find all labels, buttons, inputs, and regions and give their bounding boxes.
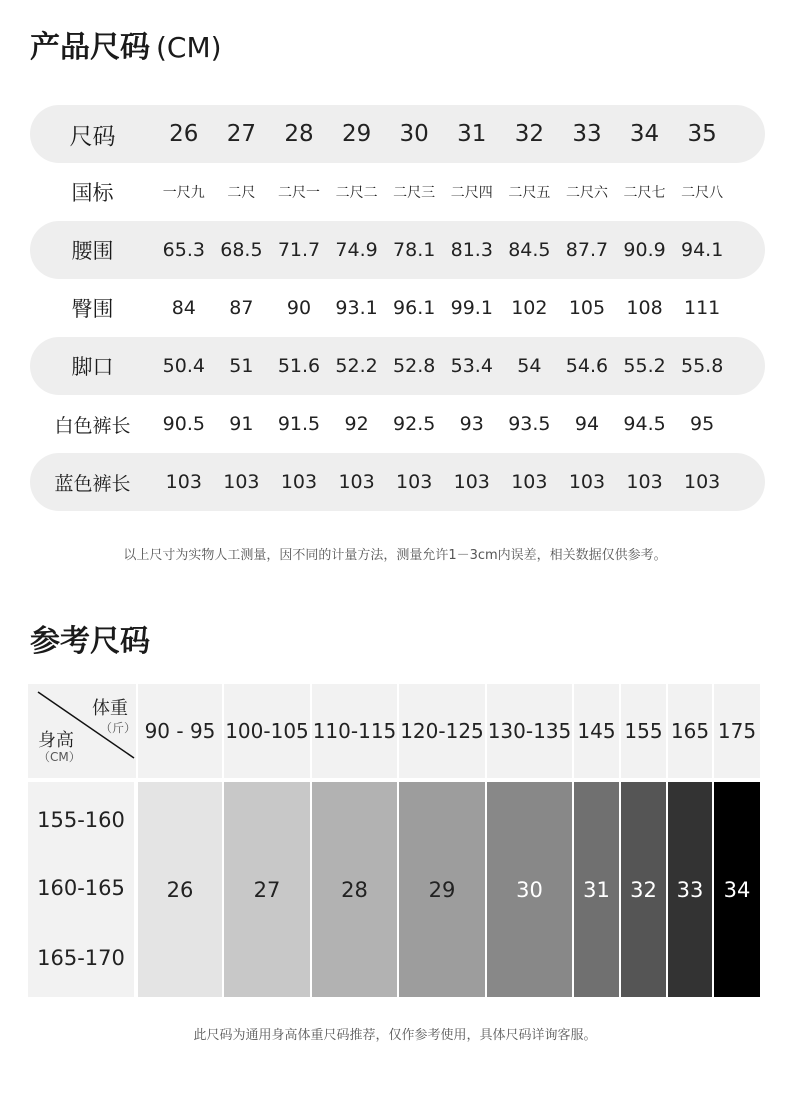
size-cell: 26 bbox=[169, 121, 199, 147]
size-cell: 93.1 bbox=[335, 297, 378, 319]
size-cell: 二尺三 bbox=[393, 185, 436, 201]
size-table-note: 以上尺寸为实物人工测量，因不同的计量方法，测量允许1－3cm内误差，相关数据仅供参考。 bbox=[123, 548, 667, 563]
size-cell: 二尺五 bbox=[508, 185, 551, 201]
size-cell: 84.5 bbox=[508, 239, 551, 261]
height-unit-label: （CM） bbox=[38, 750, 81, 764]
row-label: 臀围 bbox=[71, 297, 114, 321]
height-range-label: 155-160 bbox=[37, 808, 125, 832]
row-label: 尺码 bbox=[69, 123, 116, 150]
size-cell: 71.7 bbox=[277, 239, 321, 261]
size-cell: 二尺四 bbox=[450, 185, 493, 201]
recommended-size-cell: 27 bbox=[224, 782, 310, 997]
row-label: 白色裤长 bbox=[54, 414, 131, 437]
size-cell: 二尺六 bbox=[565, 185, 608, 201]
row-label: 腰围 bbox=[71, 239, 114, 263]
size-cell: 94 bbox=[574, 413, 600, 435]
height-range-label: 160-165 bbox=[37, 876, 125, 900]
size-cell: 二尺一 bbox=[277, 185, 320, 201]
size-cell: 68.5 bbox=[220, 239, 263, 261]
weight-range-header: 145 bbox=[574, 684, 619, 778]
weight-range-header: 100-105 bbox=[224, 684, 310, 778]
size-cell: 52.2 bbox=[335, 355, 378, 377]
row-label: 脚口 bbox=[71, 355, 114, 379]
size-cell: 103 bbox=[338, 471, 375, 493]
size-cell: 103 bbox=[453, 471, 490, 493]
size-cell: 30 bbox=[399, 121, 429, 147]
height-axis-label: 身高 bbox=[38, 730, 74, 751]
size-cell: 92 bbox=[344, 413, 369, 435]
size-cell: 55.8 bbox=[680, 355, 724, 377]
recommended-size-cell: 29 bbox=[399, 782, 485, 997]
size-row bbox=[30, 337, 765, 395]
size-cell: 96.1 bbox=[393, 297, 436, 319]
weight-unit-label: （斤） bbox=[100, 721, 137, 735]
size-cell: 二尺二 bbox=[335, 185, 378, 201]
size-cell: 28 bbox=[284, 121, 314, 147]
size-cell: 54 bbox=[517, 355, 542, 377]
size-cell: 103 bbox=[165, 471, 202, 493]
size-cell: 111 bbox=[684, 297, 721, 319]
size-cell: 105 bbox=[568, 297, 606, 319]
size-row bbox=[30, 395, 765, 453]
reference-note: 此尺码为通用身高体重尺码推荐，仅作参考使用，具体尺码详询客服。 bbox=[193, 1028, 597, 1043]
size-cell: 103 bbox=[568, 471, 606, 493]
size-cell: 94.1 bbox=[680, 239, 724, 261]
size-cell: 93.5 bbox=[508, 413, 551, 435]
grid-corner-header bbox=[28, 684, 136, 778]
size-cell: 93 bbox=[459, 413, 484, 435]
size-row bbox=[30, 221, 765, 279]
size-cell: 55.2 bbox=[623, 355, 666, 377]
weight-range-header: 175 bbox=[714, 684, 760, 778]
size-cell: 84 bbox=[171, 297, 196, 319]
size-cell: 99.1 bbox=[450, 297, 493, 319]
weight-range-header: 90 - 95 bbox=[138, 684, 222, 778]
size-cell: 35 bbox=[687, 121, 717, 147]
size-row bbox=[30, 163, 765, 221]
recommended-size-cell: 30 bbox=[487, 782, 572, 997]
recommended-size-cell: 32 bbox=[621, 782, 666, 997]
size-cell: 74.9 bbox=[335, 239, 378, 261]
row-label: 国标 bbox=[71, 181, 114, 205]
size-cell: 65.3 bbox=[162, 239, 205, 261]
size-cell: 87.7 bbox=[565, 239, 609, 261]
size-cell: 50.4 bbox=[162, 355, 205, 377]
size-row bbox=[30, 453, 765, 511]
weight-range-header: 130-135 bbox=[487, 684, 572, 778]
size-cell: 94.5 bbox=[623, 413, 666, 435]
size-cell: 90.5 bbox=[162, 413, 205, 435]
product-size-title: 产品尺码 (CM) bbox=[30, 30, 222, 65]
size-cell: 二尺八 bbox=[681, 185, 724, 201]
reference-size-title: 参考尺码 bbox=[30, 624, 150, 659]
size-cell: 103 bbox=[511, 471, 548, 493]
size-cell: 81.3 bbox=[450, 239, 493, 261]
size-cell: 87 bbox=[229, 297, 254, 319]
size-cell: 52.8 bbox=[393, 355, 436, 377]
recommended-size-cell: 31 bbox=[574, 782, 619, 997]
size-row bbox=[30, 105, 765, 163]
size-cell: 54.6 bbox=[565, 355, 609, 377]
reference-size-grid bbox=[28, 684, 760, 997]
size-cell: 103 bbox=[396, 471, 433, 493]
size-cell: 二尺 bbox=[227, 185, 256, 201]
recommended-size-cell: 33 bbox=[668, 782, 712, 997]
size-cell: 95 bbox=[690, 413, 715, 435]
row-label: 蓝色裤长 bbox=[54, 472, 131, 495]
height-range-label: 165-170 bbox=[37, 946, 125, 970]
size-cell: 108 bbox=[626, 297, 663, 319]
size-cell: 32 bbox=[514, 121, 544, 147]
size-cell: 91 bbox=[229, 413, 254, 435]
weight-range-header: 155 bbox=[621, 684, 666, 778]
size-cell: 31 bbox=[457, 121, 487, 147]
size-cell: 29 bbox=[341, 121, 372, 147]
size-cell: 34 bbox=[629, 121, 660, 147]
size-cell: 27 bbox=[226, 121, 257, 147]
size-cell: 90.9 bbox=[623, 239, 666, 261]
weight-range-header: 110-115 bbox=[312, 684, 397, 778]
size-cell: 33 bbox=[572, 121, 602, 147]
recommended-size-cell: 28 bbox=[312, 782, 397, 997]
size-row bbox=[30, 279, 765, 337]
product-size-unit: (CM) bbox=[156, 31, 222, 64]
size-cell: 103 bbox=[223, 471, 260, 493]
size-cell: 51.6 bbox=[277, 355, 321, 377]
recommended-size-cell: 34 bbox=[714, 782, 760, 997]
size-cell: 一尺九 bbox=[162, 185, 205, 201]
height-column bbox=[28, 782, 134, 997]
weight-range-header: 165 bbox=[668, 684, 712, 778]
size-cell: 103 bbox=[684, 471, 721, 493]
recommended-size-cell: 26 bbox=[138, 782, 222, 997]
size-cell: 103 bbox=[280, 471, 318, 493]
size-cell: 103 bbox=[626, 471, 663, 493]
weight-range-header: 120-125 bbox=[399, 684, 485, 778]
size-table bbox=[30, 105, 765, 511]
size-cell: 二尺七 bbox=[623, 185, 666, 201]
size-cell: 102 bbox=[511, 297, 548, 319]
size-cell: 90 bbox=[286, 297, 312, 319]
size-cell: 92.5 bbox=[393, 413, 436, 435]
size-cell: 53.4 bbox=[450, 355, 493, 377]
weight-axis-label: 体重 bbox=[92, 698, 128, 719]
size-cell: 91.5 bbox=[277, 413, 321, 435]
size-cell: 78.1 bbox=[393, 239, 436, 261]
size-cell: 51 bbox=[229, 355, 254, 377]
